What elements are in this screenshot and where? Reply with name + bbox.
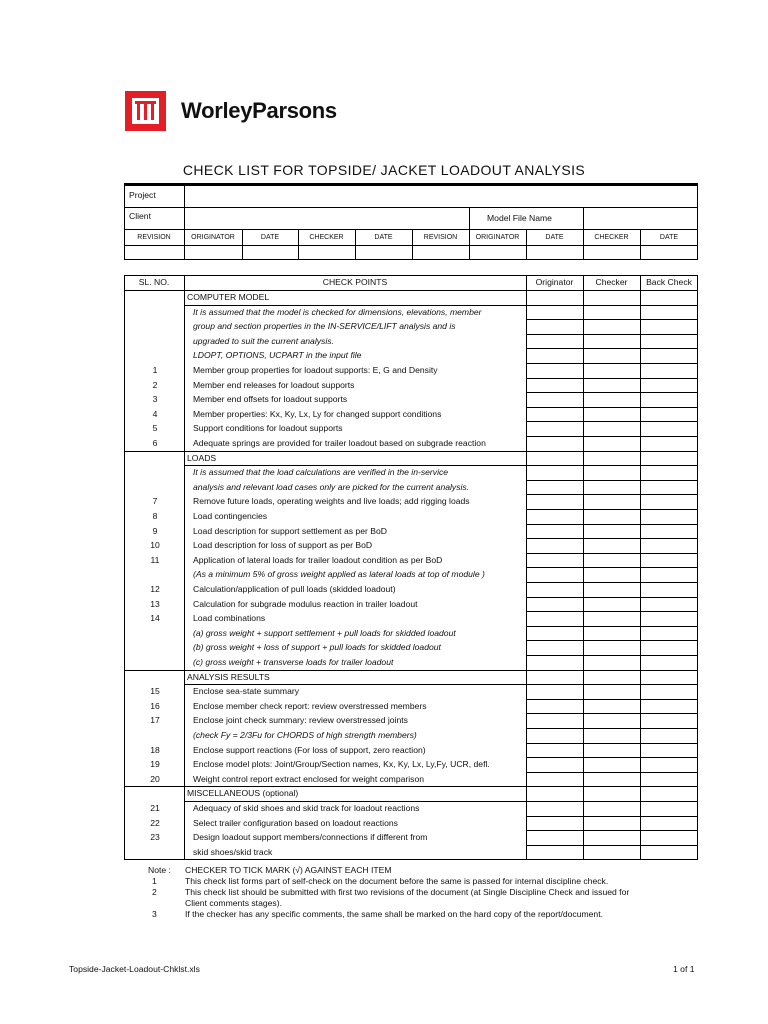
tick-cell[interactable] bbox=[641, 452, 698, 466]
tick-cell[interactable] bbox=[584, 525, 640, 539]
row-number: 1 bbox=[152, 365, 158, 375]
section-heading: MISCELLANEOUS (optional) bbox=[187, 788, 299, 799]
tick-cell[interactable] bbox=[527, 744, 583, 758]
check-point-text: Remove future loads, operating weights and live loads; add rigging loads bbox=[193, 496, 470, 507]
revision-column-header: DATE bbox=[659, 234, 679, 241]
column-header-sl: SL. NO. bbox=[138, 277, 170, 287]
note-text: Client comments stages). bbox=[185, 898, 282, 908]
column-header-backcheck: Back Check bbox=[646, 277, 692, 287]
check-point-text: Enclose sea-state summary bbox=[193, 686, 300, 697]
tick-cell[interactable] bbox=[641, 408, 698, 422]
tick-cell[interactable] bbox=[527, 846, 583, 860]
tick-cell[interactable] bbox=[641, 495, 698, 509]
tick-cell[interactable] bbox=[584, 758, 640, 772]
tick-cell[interactable] bbox=[584, 685, 640, 699]
tick-cell[interactable] bbox=[527, 481, 583, 495]
check-point-text: (c) gross weight + transverse loads for trailer loadout bbox=[193, 657, 394, 667]
tick-cell[interactable] bbox=[527, 656, 583, 670]
tick-cell[interactable] bbox=[527, 335, 583, 349]
tick-cell[interactable] bbox=[527, 802, 583, 816]
row-number: 18 bbox=[150, 744, 160, 755]
tick-cell[interactable] bbox=[527, 320, 583, 334]
tick-cell[interactable] bbox=[641, 671, 698, 685]
tick-cell[interactable] bbox=[584, 744, 640, 758]
check-point-text: skid shoes/skid track bbox=[193, 846, 273, 857]
check-point-text: (b) gross weight + loss of support + pull loads for skidded loadout bbox=[193, 642, 441, 653]
tick-cell[interactable] bbox=[527, 466, 583, 480]
tick-cell[interactable] bbox=[527, 583, 583, 597]
tick-cell[interactable] bbox=[641, 700, 698, 714]
check-point-text: Load description for support settlement as per BoD bbox=[193, 525, 387, 536]
model-file-label: Model File Name bbox=[487, 213, 552, 223]
tick-cell[interactable] bbox=[641, 773, 698, 787]
check-point-text: Application of lateral loads for trailer loadout condition as per BoD bbox=[193, 554, 443, 565]
tick-cell[interactable] bbox=[527, 773, 583, 787]
check-point-text: Adequacy of skid shoes and skid track for loadout reactions bbox=[193, 803, 420, 813]
tick-cell[interactable] bbox=[527, 831, 583, 845]
tick-cell[interactable] bbox=[641, 393, 698, 407]
row-number: 14 bbox=[150, 613, 160, 624]
tick-cell[interactable] bbox=[641, 685, 698, 699]
check-point-text: It is assumed that the model is checked for dimensions, elevations, member bbox=[193, 306, 482, 317]
note-number: 2 bbox=[152, 887, 157, 897]
tick-cell[interactable] bbox=[584, 612, 640, 626]
tick-cell[interactable] bbox=[641, 306, 698, 320]
tick-cell[interactable] bbox=[584, 291, 640, 305]
tick-cell[interactable] bbox=[641, 466, 698, 480]
revision-column-header: REVISION bbox=[137, 234, 171, 241]
tick-cell[interactable] bbox=[527, 598, 583, 612]
column-header-check: CHECK POINTS bbox=[322, 277, 388, 287]
tick-cell[interactable] bbox=[584, 495, 640, 509]
tick-cell[interactable] bbox=[641, 583, 698, 597]
tick-cell[interactable] bbox=[641, 714, 698, 728]
row-number: 15 bbox=[150, 686, 160, 697]
tick-cell[interactable] bbox=[641, 437, 698, 451]
tick-cell[interactable] bbox=[641, 744, 698, 758]
tick-cell[interactable] bbox=[584, 568, 640, 582]
revision-column-header: CHECKER bbox=[594, 234, 629, 241]
tick-cell[interactable] bbox=[641, 291, 698, 305]
tick-cell[interactable] bbox=[641, 787, 698, 801]
tick-cell[interactable] bbox=[584, 408, 640, 422]
note-number: 3 bbox=[152, 909, 157, 919]
tick-cell[interactable] bbox=[641, 802, 698, 816]
check-point-text: Calculation for subgrade modulus reaction in trailer loadout bbox=[193, 598, 418, 609]
tick-cell[interactable] bbox=[584, 437, 640, 451]
tick-cell[interactable] bbox=[641, 320, 698, 334]
check-point-text: Member end offsets for loadout supports bbox=[193, 394, 348, 405]
row-number: 2 bbox=[152, 379, 158, 390]
check-point-text: analysis and relevant load cases only are picked for the current analysis. bbox=[193, 481, 470, 492]
revision-column-header: DATE bbox=[260, 234, 280, 241]
check-point-text: (a) gross weight + support settlement + pull loads for skidded loadout bbox=[193, 627, 456, 638]
tick-cell[interactable] bbox=[527, 422, 583, 436]
check-point-text: Load contingencies bbox=[193, 511, 268, 521]
revision-column-header: DATE bbox=[545, 234, 564, 241]
tick-cell[interactable] bbox=[527, 510, 583, 524]
tick-cell[interactable] bbox=[584, 831, 640, 845]
row-number: 19 bbox=[150, 759, 160, 770]
tick-cell[interactable] bbox=[527, 306, 583, 320]
section-heading: ANALYSIS RESULTS bbox=[187, 671, 270, 682]
section-heading: COMPUTER MODEL bbox=[187, 292, 270, 302]
tick-cell[interactable] bbox=[527, 612, 583, 626]
tick-cell[interactable] bbox=[527, 291, 583, 305]
tick-cell[interactable] bbox=[527, 349, 583, 363]
row-number: 12 bbox=[150, 584, 160, 594]
tick-cell[interactable] bbox=[584, 583, 640, 597]
check-point-text: Weight control report extract enclosed for weight comparison bbox=[193, 773, 425, 784]
tick-cell[interactable] bbox=[641, 831, 698, 845]
tick-cell[interactable] bbox=[641, 525, 698, 539]
note-label: Note : bbox=[148, 865, 171, 875]
tick-cell[interactable] bbox=[584, 700, 640, 714]
tick-cell[interactable] bbox=[584, 422, 640, 436]
check-point-text: LDOPT, OPTIONS, UCPART in the input file bbox=[193, 350, 362, 361]
page-title: CHECK LIST FOR TOPSIDE/ JACKET LOADOUT ANALYSIS bbox=[182, 162, 586, 178]
row-number: 20 bbox=[150, 773, 160, 784]
tick-cell[interactable] bbox=[584, 452, 640, 466]
tick-cell[interactable] bbox=[527, 408, 583, 422]
brand-name: WorleyParsons bbox=[181, 98, 337, 123]
tick-cell[interactable] bbox=[527, 685, 583, 699]
footer-page: 1 of 1 bbox=[673, 964, 695, 974]
tick-cell[interactable] bbox=[584, 481, 640, 495]
row-number: 4 bbox=[152, 408, 158, 419]
row-number: 22 bbox=[150, 817, 160, 828]
note-text: This check list should be submitted with first two revisions of the document (at Single Discipline Check and issued for bbox=[185, 887, 630, 897]
tick-cell[interactable] bbox=[527, 729, 583, 743]
check-point-text: Support conditions for loadout supports bbox=[193, 423, 343, 434]
row-number: 3 bbox=[152, 394, 158, 405]
check-point-text: Enclose support reactions (For loss of support, zero reaction) bbox=[193, 744, 426, 755]
tick-cell[interactable] bbox=[527, 568, 583, 582]
tick-cell[interactable] bbox=[584, 802, 640, 816]
note-text: If the checker has any specific comments, the same shall be marked on the hard copy of the report/document. bbox=[185, 909, 603, 919]
row-number: 5 bbox=[152, 423, 158, 434]
check-point-text: It is assumed that the load calculations are verified in the in-service bbox=[193, 467, 449, 478]
tick-cell[interactable] bbox=[584, 335, 640, 349]
tick-cell[interactable] bbox=[584, 773, 640, 787]
tick-cell[interactable] bbox=[584, 787, 640, 801]
check-point-text: group and section properties in the IN-SERVICE/LIFT analysis and is bbox=[193, 321, 456, 332]
tick-cell[interactable] bbox=[527, 379, 583, 393]
tick-cell[interactable] bbox=[641, 554, 698, 568]
note-text: This check list forms part of self-check on the document before the same is passed for internal discipline check. bbox=[185, 876, 609, 886]
tick-cell[interactable] bbox=[527, 364, 583, 378]
tick-cell[interactable] bbox=[527, 437, 583, 451]
row-number: 10 bbox=[150, 540, 160, 551]
tick-cell[interactable] bbox=[584, 846, 640, 860]
tick-cell[interactable] bbox=[641, 846, 698, 860]
company-logo bbox=[125, 91, 166, 131]
note-number: 1 bbox=[152, 876, 157, 886]
tick-cell[interactable] bbox=[641, 335, 698, 349]
tick-cell[interactable] bbox=[641, 627, 698, 641]
check-point-text: Load description for loss of support as per BoD bbox=[193, 540, 373, 551]
check-point-text: Select trailer configuration based on loadout reactions bbox=[193, 817, 398, 828]
tick-cell[interactable] bbox=[641, 364, 698, 378]
tick-cell[interactable] bbox=[527, 452, 583, 466]
tick-cell[interactable] bbox=[641, 349, 698, 363]
tick-cell[interactable] bbox=[641, 817, 698, 831]
column-header-originator: Originator bbox=[535, 277, 574, 287]
tick-cell[interactable] bbox=[527, 671, 583, 685]
revision-column-header: ORIGINATOR bbox=[191, 234, 235, 241]
tick-cell[interactable] bbox=[584, 349, 640, 363]
section-heading: LOADS bbox=[187, 452, 217, 463]
check-point-text: Member group properties for loadout supports: E, G and Density bbox=[193, 365, 438, 375]
check-point-text: Member properties: Kx, Ky, Lx, Ly for changed support conditions bbox=[193, 408, 442, 419]
tick-cell[interactable] bbox=[584, 554, 640, 568]
tick-cell[interactable] bbox=[584, 641, 640, 655]
tick-cell[interactable] bbox=[641, 656, 698, 670]
row-number: 21 bbox=[150, 803, 160, 813]
tick-cell[interactable] bbox=[527, 787, 583, 801]
row-number: 6 bbox=[152, 438, 158, 448]
row-number: 9 bbox=[152, 525, 158, 536]
tick-cell[interactable] bbox=[641, 510, 698, 524]
tick-cell[interactable] bbox=[641, 758, 698, 772]
row-number: 16 bbox=[150, 700, 160, 711]
tick-cell[interactable] bbox=[527, 495, 583, 509]
row-number: 11 bbox=[150, 554, 160, 565]
tick-cell[interactable] bbox=[527, 525, 583, 539]
tick-cell[interactable] bbox=[584, 598, 640, 612]
check-point-text: Enclose member check report: review overstressed members bbox=[193, 700, 427, 711]
tick-cell[interactable] bbox=[641, 568, 698, 582]
tick-cell[interactable] bbox=[527, 554, 583, 568]
revision-column-header: CHECKER bbox=[309, 234, 344, 241]
check-point-text: (As a minimum 5% of gross weight applied as lateral loads at top of module ) bbox=[193, 569, 485, 580]
tick-cell[interactable] bbox=[641, 612, 698, 626]
tick-cell[interactable] bbox=[584, 510, 640, 524]
check-point-text: Load combinations bbox=[193, 613, 266, 624]
tick-cell[interactable] bbox=[641, 422, 698, 436]
project-label: Project bbox=[129, 190, 156, 200]
tick-cell[interactable] bbox=[584, 393, 640, 407]
tick-cell[interactable] bbox=[584, 364, 640, 378]
tick-cell[interactable] bbox=[527, 700, 583, 714]
row-number: 8 bbox=[152, 511, 158, 521]
tick-cell[interactable] bbox=[584, 379, 640, 393]
row-number: 23 bbox=[150, 832, 160, 843]
tick-cell[interactable] bbox=[527, 758, 583, 772]
check-point-text: Enclose joint check summary: review overstressed joints bbox=[193, 715, 408, 726]
revision-column-header: ORIGINATOR bbox=[475, 234, 520, 241]
check-point-text: Member end releases for loadout supports bbox=[193, 379, 355, 390]
tick-cell[interactable] bbox=[641, 539, 698, 553]
tick-cell[interactable] bbox=[527, 627, 583, 641]
revision-column-header: DATE bbox=[374, 234, 393, 241]
row-number: 13 bbox=[150, 598, 160, 609]
tick-cell[interactable] bbox=[584, 320, 640, 334]
tick-cell[interactable] bbox=[527, 714, 583, 728]
check-point-text: Enclose model plots: Joint/Group/Section names, Kx, Ky, Lx, Ly,Fy, UCR, defl. bbox=[193, 759, 490, 770]
tick-cell[interactable] bbox=[584, 817, 640, 831]
tick-cell[interactable] bbox=[584, 714, 640, 728]
tick-cell[interactable] bbox=[584, 466, 640, 480]
tick-cell[interactable] bbox=[641, 641, 698, 655]
tick-cell[interactable] bbox=[584, 729, 640, 743]
tick-cell[interactable] bbox=[641, 379, 698, 393]
tick-cell[interactable] bbox=[527, 539, 583, 553]
note-first: CHECKER TO TICK MARK (√) AGAINST EACH ITEM bbox=[185, 865, 392, 875]
tick-cell[interactable] bbox=[584, 627, 640, 641]
check-point-text: (check Fy = 2/3Fu for CHORDS of high strength members) bbox=[193, 730, 417, 740]
tick-cell[interactable] bbox=[584, 656, 640, 670]
check-point-text: Calculation/application of pull loads (skidded loadout) bbox=[193, 584, 396, 594]
tick-cell[interactable] bbox=[584, 671, 640, 685]
row-number: 17 bbox=[150, 715, 160, 726]
row-number: 7 bbox=[152, 496, 158, 507]
tick-cell[interactable] bbox=[641, 481, 698, 495]
footer-filename: Topside-Jacket-Loadout-Chklst.xls bbox=[69, 964, 200, 974]
tick-cell[interactable] bbox=[641, 729, 698, 743]
tick-cell[interactable] bbox=[641, 598, 698, 612]
client-label: Client bbox=[129, 211, 151, 221]
revision-column-header: REVISION bbox=[423, 234, 458, 241]
tick-cell[interactable] bbox=[527, 393, 583, 407]
tick-cell[interactable] bbox=[584, 306, 640, 320]
check-point-text: Adequate springs are provided for trailer loadout based on subgrade reaction bbox=[193, 438, 486, 448]
check-point-text: upgraded to suit the current analysis. bbox=[193, 335, 334, 346]
tick-cell[interactable] bbox=[527, 817, 583, 831]
project-client-box bbox=[124, 185, 698, 260]
tick-cell[interactable] bbox=[527, 641, 583, 655]
tick-cell[interactable] bbox=[584, 539, 640, 553]
column-header-checker: Checker bbox=[595, 277, 628, 287]
check-point-text: Design loadout support members/connections if different from bbox=[193, 832, 428, 843]
